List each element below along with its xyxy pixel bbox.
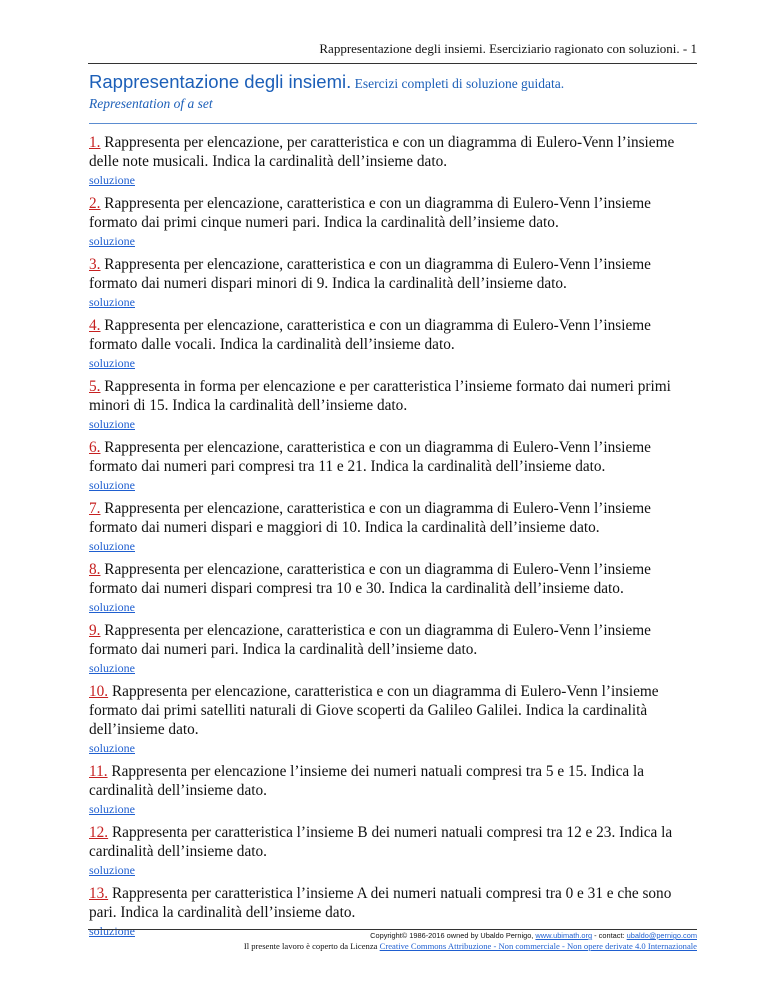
- solution-link[interactable]: soluzione: [89, 600, 135, 614]
- exercise-statement: Rappresenta per elencazione l’insieme dei numeri natuali compresi tra 5 e 15. Indica la cardinalità dell’insieme dato.: [89, 763, 645, 799]
- exercise-item: [89, 316, 695, 377]
- exercise-text: [89, 884, 695, 922]
- exercise-item: [89, 823, 695, 884]
- exercise-statement: Rappresenta per elencazione, caratteristica e con un diagramma di Eulero-Venn l’insieme formato dai numeri pari compresi tra 11 e 21. Indica la cardinalità dell’insieme dato.: [89, 439, 651, 475]
- exercise-item: [89, 762, 695, 823]
- solution-link[interactable]: soluzione: [89, 234, 135, 248]
- exercise-text: [89, 560, 695, 598]
- exercise-text: [89, 255, 695, 293]
- exercise-statement: Rappresenta per elencazione, caratteristica e con un diagramma di Eulero-Venn l’insieme formato dai numeri pari. Indica la cardinalità dell’insieme dato.: [89, 622, 651, 658]
- exercise-list: [89, 133, 695, 945]
- exercise-number: 3.: [89, 256, 101, 273]
- exercise-statement: Rappresenta in forma per elencazione e per caratteristica l’insieme formato dai numeri primi minori di 15. Indica la cardinalità dell’insieme dato.: [89, 378, 671, 414]
- title-block: [89, 71, 697, 112]
- page-title: Rappresentazione degli insiemi.: [89, 71, 352, 92]
- exercise-statement: Rappresenta per elencazione, caratteristica e con un diagramma di Eulero-Venn l’insieme formato dai numeri dispari compresi tra 10 e 30. Indica la cardinalità dell’insieme dato.: [89, 561, 651, 597]
- exercise-number: 7.: [89, 500, 101, 517]
- document-page: [88, 0, 697, 994]
- exercise-statement: Rappresenta per caratteristica l’insieme A dei numeri natuali compresi tra 0 e 31 e che sono pari. Indica la cardinalità dell’insieme dato.: [89, 885, 672, 921]
- exercise-text: [89, 621, 695, 659]
- footer-copyright: [88, 931, 697, 941]
- exercise-item: [89, 255, 695, 316]
- website-link[interactable]: www.ubimath.org: [535, 931, 593, 940]
- exercise-text: [89, 823, 695, 861]
- solution-link[interactable]: soluzione: [89, 173, 135, 187]
- exercise-number: 4.: [89, 317, 101, 334]
- exercise-statement: Rappresenta per elencazione, per caratteristica e con un diagramma di Eulero-Venn l’insieme delle note musicali. Indica la cardinalità dell’insieme dato.: [89, 134, 675, 170]
- exercise-statement: Rappresenta per caratteristica l’insieme B dei numeri natuali compresi tra 12 e 23. Indica la cardinalità dell’insieme dato.: [89, 824, 673, 860]
- exercise-text: [89, 377, 695, 415]
- exercise-item: [89, 377, 695, 438]
- solution-link[interactable]: soluzione: [89, 661, 135, 675]
- exercise-text: [89, 194, 695, 232]
- exercise-number: 12.: [89, 824, 109, 841]
- running-header: Rappresentazione degli insiemi. Eserciziario ragionato con soluzioni. - 1: [88, 39, 697, 64]
- exercise-item: [89, 682, 695, 762]
- exercise-statement: Rappresenta per elencazione, caratteristica e con un diagramma di Eulero-Venn l’insieme formato dai numeri dispari minori di 9. Indica la cardinalità dell’insieme dato.: [89, 256, 651, 292]
- footer-license: [88, 941, 697, 952]
- solution-link[interactable]: soluzione: [89, 924, 135, 938]
- exercise-number: 1.: [89, 134, 101, 151]
- page-title-english: Representation of a set: [89, 96, 213, 111]
- footer: [88, 931, 697, 952]
- exercise-text: [89, 133, 695, 171]
- exercise-number: 10.: [89, 683, 109, 700]
- solution-link[interactable]: soluzione: [89, 478, 135, 492]
- exercise-number: 9.: [89, 622, 101, 639]
- contact-text: - contact:: [592, 931, 627, 940]
- exercise-text: [89, 762, 695, 800]
- exercise-text: [89, 438, 695, 476]
- exercise-number: 6.: [89, 439, 101, 456]
- solution-link[interactable]: soluzione: [89, 539, 135, 553]
- page-subtitle: Esercizi completi di soluzione guidata.: [351, 76, 565, 91]
- exercise-statement: Rappresenta per elencazione, caratteristica e con un diagramma di Eulero-Venn l’insieme formato dalle vocali. Indica la cardinalità dell’insieme dato.: [89, 317, 651, 353]
- exercise-item: [89, 194, 695, 255]
- exercise-text: [89, 682, 695, 739]
- exercise-item: [89, 133, 695, 194]
- license-text: Il presente lavoro è coperto da Licenza: [243, 941, 380, 951]
- exercise-item: [89, 438, 695, 499]
- footer-divider: [88, 929, 697, 930]
- exercise-number: 13.: [89, 885, 109, 902]
- exercise-item: [89, 499, 695, 560]
- solution-link[interactable]: soluzione: [89, 741, 135, 755]
- exercise-number: 2.: [89, 195, 101, 212]
- exercise-number: 8.: [89, 561, 101, 578]
- exercise-number: 5.: [89, 378, 101, 395]
- exercise-number: 11.: [89, 763, 108, 780]
- exercise-statement: Rappresenta per elencazione, caratteristica e con un diagramma di Eulero-Venn l’insieme formato dai primi satelliti naturali di Giove scoperti da Galileo Galilei. Indica la cardinalità dell’insieme dato.: [89, 683, 659, 738]
- solution-link[interactable]: soluzione: [89, 802, 135, 816]
- title-divider: [89, 123, 697, 124]
- email-link[interactable]: ubaldo@pernigo.com: [626, 931, 697, 940]
- exercise-statement: Rappresenta per elencazione, caratteristica e con un diagramma di Eulero-Venn l’insieme formato dai numeri dispari e maggiori di 10. Indica la cardinalità dell’insieme dato.: [89, 500, 651, 536]
- title-line: [89, 71, 697, 95]
- solution-link[interactable]: soluzione: [89, 295, 135, 309]
- exercise-text: [89, 499, 695, 537]
- license-link[interactable]: Creative Commons Attribuzione - Non commerciale - Non opere derivate 4.0 Internazionale: [379, 941, 697, 951]
- copyright-text: Copyright© 1986-2016 owned by Ubaldo Pernigo,: [370, 931, 536, 940]
- exercise-item: [89, 621, 695, 682]
- exercise-text: [89, 316, 695, 354]
- solution-link[interactable]: soluzione: [89, 356, 135, 370]
- solution-link[interactable]: soluzione: [89, 417, 135, 431]
- exercise-statement: Rappresenta per elencazione, caratteristica e con un diagramma di Eulero-Venn l’insieme formato dai primi cinque numeri pari. Indica la cardinalità dell’insieme dato.: [89, 195, 651, 231]
- solution-link[interactable]: soluzione: [89, 863, 135, 877]
- exercise-item: [89, 560, 695, 621]
